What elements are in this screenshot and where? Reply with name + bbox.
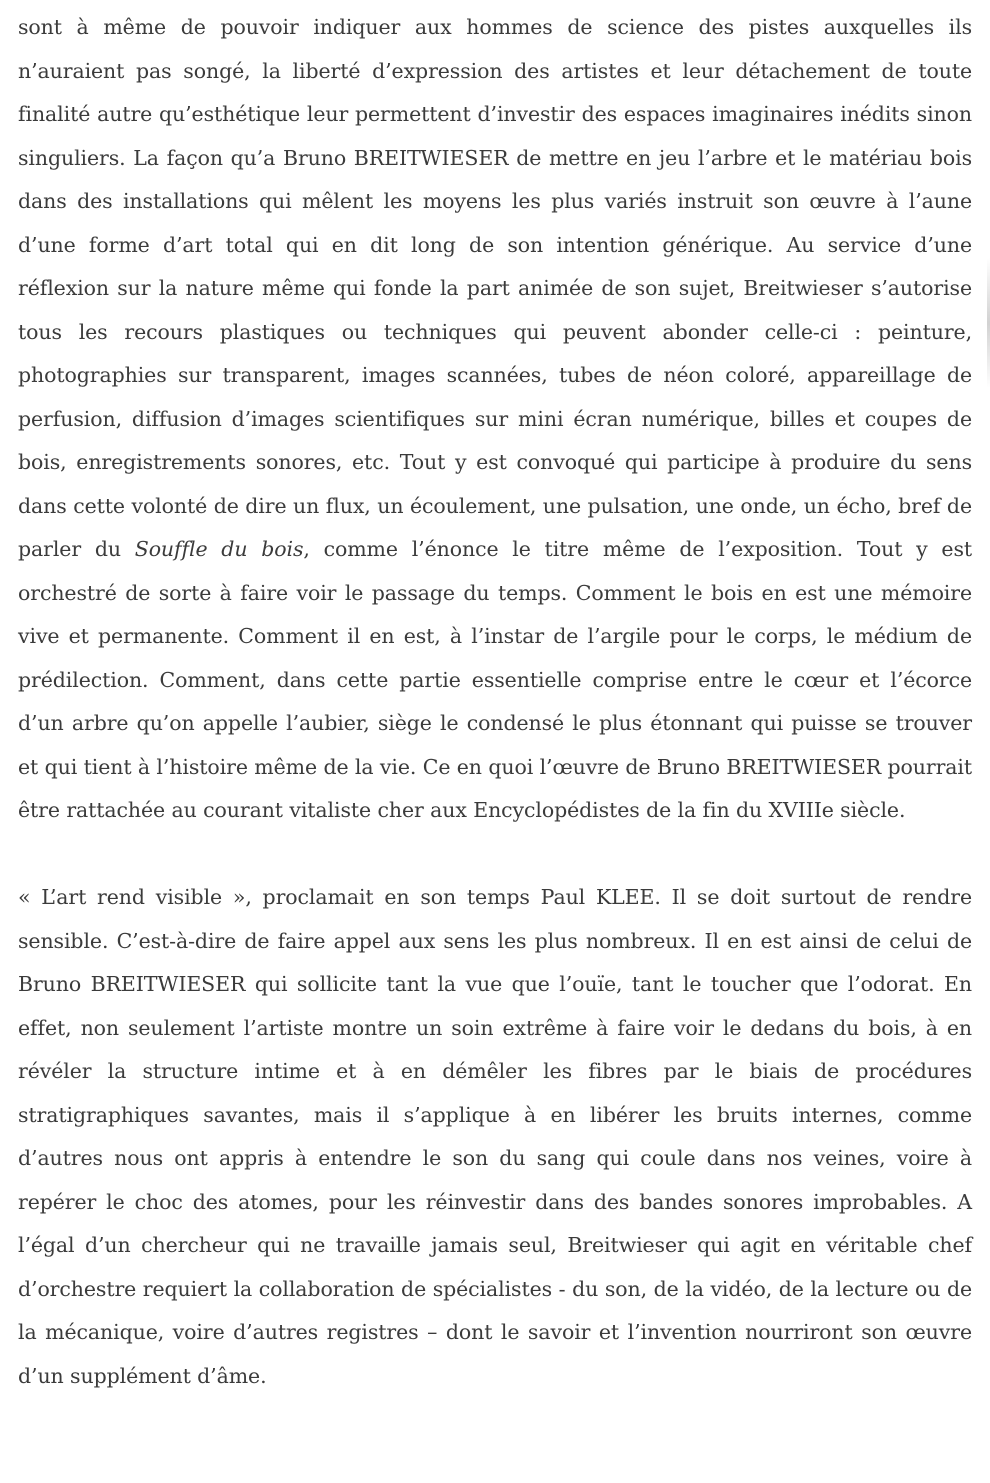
paragraph-1-text-start: sont à même de pouvoir indiquer aux hommes de science des pistes auxquelles ils n’auraient pas songé, la liberté d’expression des artistes et leur détachement de toute finalité autre qu’esthétique leur permettent d’investir des espaces imaginaires inédits sinon singuliers. La façon qu’a Bruno BREITWIESER de mettre en jeu l’arbre et le matériau bois dans des installations qui mêlent les moyens les plus variés instruit son œuvre à l’aune d’une forme d’art total qui en dit long de son intention générique. Au service d’une réflexion sur la nature même qui fonde la part animée de son sujet, Breitwieser s’autorise tous les recours plastiques ou techniques qui peuvent abonder celle-ci : peinture, photographies sur transparent, images scannées, tubes de néon coloré, appareillage de perfusion, diffusion d’images scientifiques sur mini écran numérique, billes et coupes de bois, enregistrements sonores, etc. Tout y est convoqué qui participe à produire du sens dans cette volonté de dire un flux, un écoulement, une pulsation, une onde, un écho, bref de parler du [18, 15, 972, 561]
paragraph-1 [18, 6, 972, 833]
document-body [18, 6, 972, 1398]
paragraph-2: « L’art rend visible », proclamait en son temps Paul KLEE. Il se doit surtout de rendre sensible. C’est-à-dire de faire appel aux sens les plus nombreux. Il en est ainsi de celui de Bruno BREITWIESER qui sollicite tant la vue que l’ouïe, tant le toucher que l’odorat. En effet, non seulement l’artiste montre un soin extrême à faire voir le dedans du bois, à en révéler la structure intime et à en démêler les fibres par le biais de procédures stratigraphiques savantes, mais il s’applique à en libérer les bruits internes, comme d’autres nous ont appris à entendre le son du sang qui coule dans nos veines, voire à repérer le choc des atomes, pour les réinvestir dans des bandes sonores improbables. A l’égal d’un chercheur qui ne travaille jamais seul, Breitwieser qui agit en véritable chef d’orchestre requiert la collaboration de spécialistes - du son, de la vidéo, de la lecture ou de la mécanique, voire d’autres registres – dont le savoir et l’invention nourriront son œuvre d’un supplément d’âme. [18, 885, 972, 1388]
paragraph-spacer [18, 833, 972, 877]
paragraph-1-text-end: , comme l’énonce le titre même de l’exposition. Tout y est orchestré de sorte à faire voir le passage du temps. Comment le bois en est une mémoire vive et permanente. Comment il en est, à l’instar de l’argile pour le corps, le médium de prédilection. Comment, dans cette partie essentielle comprise entre le cœur et l’écorce d’un arbre qu’on appelle l’aubier, siège le condensé le plus étonnant qui puisse se trouver et qui tient à l’histoire même de la vie. Ce en quoi l’œuvre de Bruno BREITWIESER pourrait être rattachée au courant vitaliste cher aux Encyclopédistes de la fin du XVIIIe siècle. [18, 537, 972, 822]
exhibition-title-italic: Souffle du bois [134, 537, 304, 561]
